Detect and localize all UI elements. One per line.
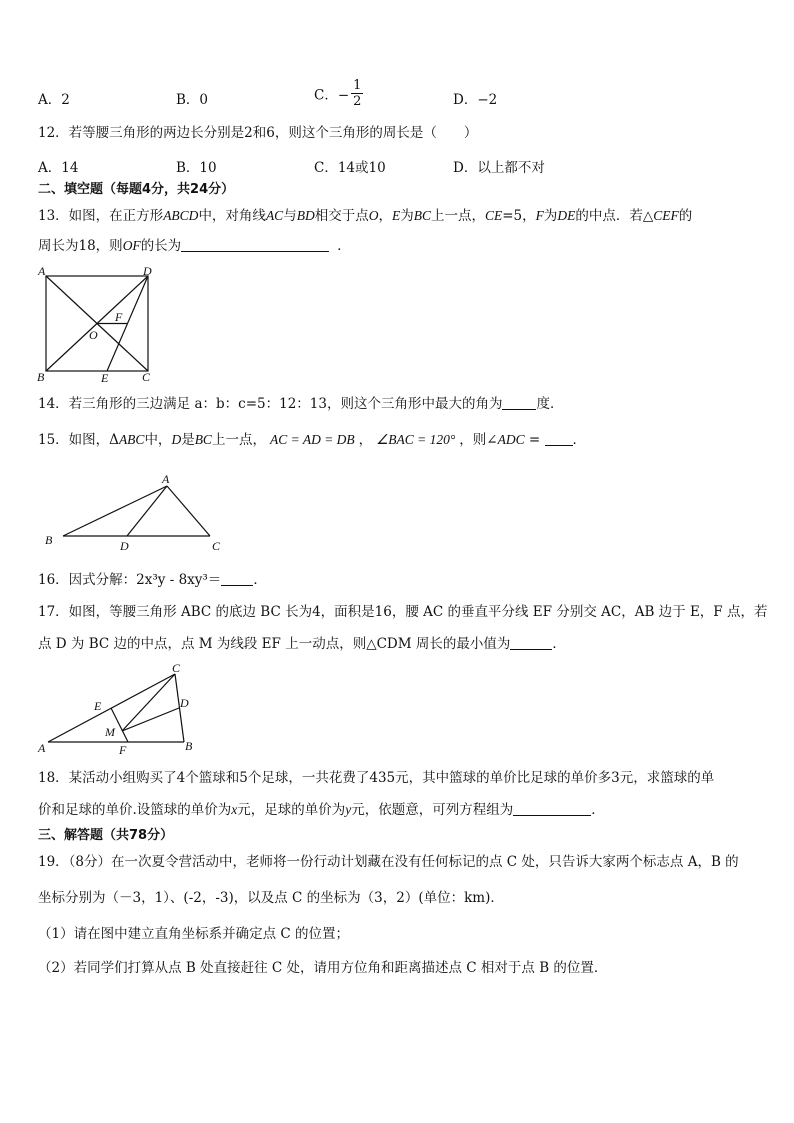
q11-option-a: A．2 (38, 92, 70, 108)
q15 (38, 430, 586, 450)
text: 的长为 (140, 238, 182, 254)
q19-line1: 19．（8分）在一次夏令营活动中，老师将一份行动计划藏在没有任何标记的点 C 处，只告诉大家两个标志点 A，B 的 (38, 854, 739, 870)
text: 15．如图，Δ (38, 432, 119, 448)
section-heading-fill-in: 二、填空题（每题4分，共24分） (38, 182, 235, 197)
label-d: D (180, 696, 189, 710)
label-b: B (45, 533, 53, 547)
text: 为 (400, 208, 414, 224)
label-m: M (105, 725, 115, 739)
answer-blank (502, 395, 536, 410)
math: BC (413, 208, 431, 223)
fraction-numerator: 1 (353, 78, 362, 93)
math: ADC (497, 432, 525, 447)
text: 14．若三角形的三边满足 a：b：c=5：12：13，则这个三角形中最大的角为 (38, 396, 503, 412)
answer-blank (513, 801, 591, 816)
q19-sub2: （2）若同学们打算从点 B 处直接赶往 C 处，请用方位角和距离描述点 C 相对于点 B 的位置． (38, 960, 608, 976)
text: 16．因式分解：2x³y - 8xy³＝ (38, 572, 222, 588)
text: 价和足球的单价.设篮球的单价为 (38, 802, 232, 818)
q12-option-c: C．14或10 (314, 160, 386, 176)
text: 与 (283, 208, 297, 224)
text: 元，依题意，可列方程组为 (351, 802, 514, 818)
text: ， (378, 208, 392, 224)
text: 元，足球的单价为 (237, 802, 346, 818)
text: ，则∠ (459, 432, 498, 448)
math: ∠BAC = 120° (376, 432, 456, 447)
label-o: O (89, 328, 98, 342)
q19-sub1: （1）请在图中建立直角坐标系并确定点 C 的位置； (38, 926, 350, 942)
label-e: E (101, 371, 109, 385)
label-b: B (37, 370, 45, 384)
segment-mc (122, 674, 175, 731)
q17-triangle-figure (36, 660, 206, 756)
q11-option-c-fraction (351, 78, 363, 109)
q12-option-b: B．10 (176, 160, 217, 176)
math: OF (122, 238, 141, 253)
q16 (38, 570, 267, 590)
q12-stem: 12．若等腰三角形的两边长分别是2和6，则这个三角形的周长是（ ） (38, 125, 478, 141)
text: ． (253, 572, 267, 588)
q11-option-c-prefix: C．− (314, 87, 350, 104)
text: 周长为18，则 (38, 238, 123, 254)
answer-blank (545, 431, 573, 446)
q15-triangle-figure (40, 470, 240, 556)
q17-line2 (38, 634, 566, 654)
label-f: F (115, 310, 123, 324)
answer-blank (221, 571, 253, 586)
text: 上一点， (430, 208, 485, 224)
fraction-denominator: 2 (353, 94, 362, 109)
q13-line1 (38, 206, 692, 226)
side-ab (63, 486, 167, 536)
q11-option-d: D．−2 (453, 92, 498, 108)
q13-square-figure (34, 264, 164, 386)
text: 上一点， (211, 432, 266, 448)
math: ABCD (163, 208, 199, 223)
text: 13．如图，在正方形 (38, 208, 164, 224)
math: AC (265, 208, 284, 223)
math: BD (296, 208, 315, 223)
math: D (171, 432, 182, 447)
math: F (535, 208, 544, 223)
segment-ad (127, 486, 167, 536)
side-ac (167, 486, 210, 536)
label-e: E (94, 699, 102, 713)
text: = (524, 432, 545, 448)
q19-line2: 坐标分别为（－3，1）、(-2，-3)，以及点 C 的坐标为（3，2）(单位：km)． (38, 890, 504, 906)
text: 点 D 为 BC 边的中点，点 M 为线段 EF 上一动点，则△CDM 周长的最小值为 (38, 636, 511, 652)
segment-md (122, 708, 179, 731)
q14 (38, 394, 563, 414)
text: 的中点．若△ (575, 208, 654, 224)
label-d: D (120, 539, 129, 553)
label-d: D (143, 264, 152, 278)
math: y (345, 802, 352, 817)
label-a: A (162, 472, 170, 486)
text: 中， (144, 432, 172, 448)
math: BC (194, 432, 212, 447)
math: DE (557, 208, 576, 223)
math: CEF (653, 208, 679, 223)
answer-blank (510, 635, 552, 650)
q13-line2 (38, 236, 351, 256)
math: ABC (118, 432, 145, 447)
q18-line1: 18．某活动小组购买了4个篮球和5个足球，一共花费了435元，其中篮球的单价比足球的单价多3元，求篮球的单 (38, 770, 715, 786)
text: 的 (678, 208, 693, 224)
text: ． (591, 802, 605, 818)
label-a: A (38, 264, 46, 278)
label-c: C (142, 370, 151, 384)
q12-option-a: A．14 (38, 160, 79, 176)
math: x (231, 802, 238, 817)
label-f: F (119, 743, 127, 756)
text: ． (552, 636, 566, 652)
q12-option-d: D．以上都不对 (453, 160, 545, 176)
text: 是 (181, 432, 195, 448)
label-c: C (172, 661, 181, 675)
text: =5， (502, 208, 536, 224)
label-a: A (38, 741, 46, 755)
math: E (391, 208, 401, 223)
text: ． (572, 432, 586, 448)
q18-line2 (38, 800, 605, 820)
label-b: B (185, 739, 193, 753)
text: 为 (543, 208, 558, 224)
answer-blank (181, 237, 329, 252)
q17-line1: 17．如图，等腰三角形 ABC 的底边 BC 长为4，面积是16，腰 AC 的垂直平分线 EF 分别交 AC，AB 边于 E，F 点，若 (38, 604, 768, 620)
text: 相交于点 (314, 208, 369, 224)
text: 度． (536, 396, 564, 412)
text: ． (337, 238, 351, 254)
label-c: C (212, 539, 221, 553)
math: CE (484, 208, 503, 223)
math: O (368, 208, 379, 223)
q11-option-b: B．0 (176, 92, 209, 108)
q11-option-c (314, 78, 363, 109)
text: ， (358, 432, 373, 448)
text: 中，对角线 (198, 208, 266, 224)
math: AC = AD = DB (269, 432, 355, 447)
section-heading-solve: 三、解答题（共78分） (38, 828, 174, 843)
